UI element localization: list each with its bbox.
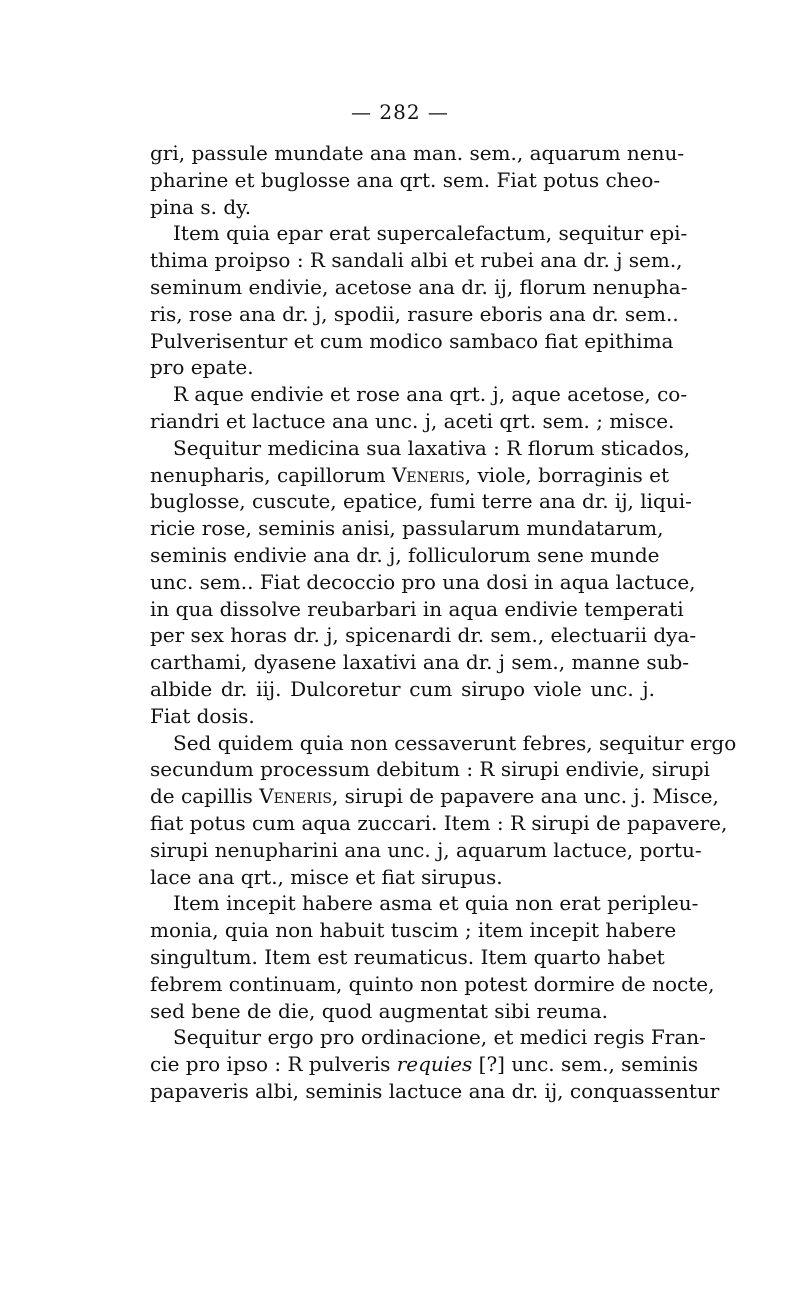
text-line: lace ana qrt., misce et fiat sirupus. [150, 864, 503, 889]
small-caps-name: Veneris [391, 462, 465, 487]
text-line: per sex horas dr. j, spicenardi dr. sem., electuarii dya- [150, 623, 697, 648]
text-line: cie pro ipso : R pulveris requies [?] unc. sem., seminis [150, 1052, 699, 1077]
text-line: R aque endivie et rose ana qrt. j, aque acetose, co- [173, 382, 688, 407]
text-line: singultum. Item est reumaticus. Item quarto habet [150, 944, 665, 969]
small-caps-name: Veneris [259, 784, 332, 809]
italic-word: requies [396, 1052, 473, 1077]
text-line: de capillis Veneris, sirupi de papavere ana unc. j. Misce, [150, 784, 719, 809]
body-text [150, 140, 737, 1105]
text-line: papaveris albi, seminis lactuce ana dr. ij, conquassentur [150, 1078, 720, 1103]
text-line: in qua dissolve reubarbari in aqua endivie temperati [150, 596, 684, 621]
text-line: ricie rose, seminis anisi, passularum mundatarum, [150, 516, 664, 541]
text-line: secundum processum debitum : R sirupi endivie, sirupi [150, 757, 710, 782]
text-line: seminum endivie, acetose ana dr. ij, florum nenupha- [150, 274, 688, 299]
text-line: Pulverisentur et cum modico sambaco fiat epithima [150, 328, 674, 353]
text-line: seminis endivie ana dr. j, folliculorum sene munde [150, 542, 660, 567]
text-line: Item quia epar erat supercalefactum, sequitur epi- [173, 221, 688, 246]
text-line: Item incepit habere asma et quia non erat peripleu- [173, 891, 699, 916]
text-line: pina s. dy. [150, 194, 252, 219]
text-line: unc. sem.. Fiat decoccio pro una dosi in aqua lactuce, [150, 569, 696, 594]
text-line: buglosse, cuscute, epatice, fumi terre ana dr. ij, liqui- [150, 489, 692, 514]
text-line: carthami, dyasene laxativi ana dr. j sem., manne sub- [150, 650, 690, 675]
text-line: Fiat dosis. [150, 703, 255, 728]
text-line: albide dr. iij. Dulcoretur cum sirupo viole unc. j. [150, 676, 655, 701]
text-line: gri, passule mundate ana man. sem., aquarum nenu- [150, 141, 685, 165]
text-line: thima proipso : R sandali albi et rubei ana dr. j sem., [150, 248, 683, 273]
text-line: pharine et buglosse ana qrt. sem. Fiat potus cheo- [150, 167, 661, 192]
text-line: nenupharis, capillorum Veneris, viole, borraginis et [150, 462, 670, 487]
text-line: sed bene de die, quod augmentat sibi reuma. [150, 998, 608, 1023]
text-line: Sequitur ergo pro ordinacione, et medici regis Fran- [173, 1025, 706, 1050]
page-number: — 282 — [351, 100, 449, 124]
text-line: Sed quidem quia non cessaverunt febres, sequitur ergo [173, 730, 737, 755]
text-line: Sequitur medicina sua laxativa : R florum sticados, [173, 435, 691, 460]
text-line: sirupi nenupharini ana unc. j, aquarum lactuce, portu- [150, 837, 702, 862]
text-line: fiat potus cum aqua zuccari. Item : R sirupi de papavere, [150, 810, 728, 835]
text-line: riandri et lactuce ana unc. j, aceti qrt. sem. ; misce. [150, 408, 675, 433]
text-line: pro epate. [150, 355, 254, 380]
text-line: febrem continuam, quinto non potest dormire de nocte, [150, 971, 715, 996]
text-line: ris, rose ana dr. j, spodii, rasure eboris ana dr. sem.. [150, 301, 679, 326]
text-line: monia, quia non habuit tuscim ; item incepit habere [150, 918, 677, 943]
